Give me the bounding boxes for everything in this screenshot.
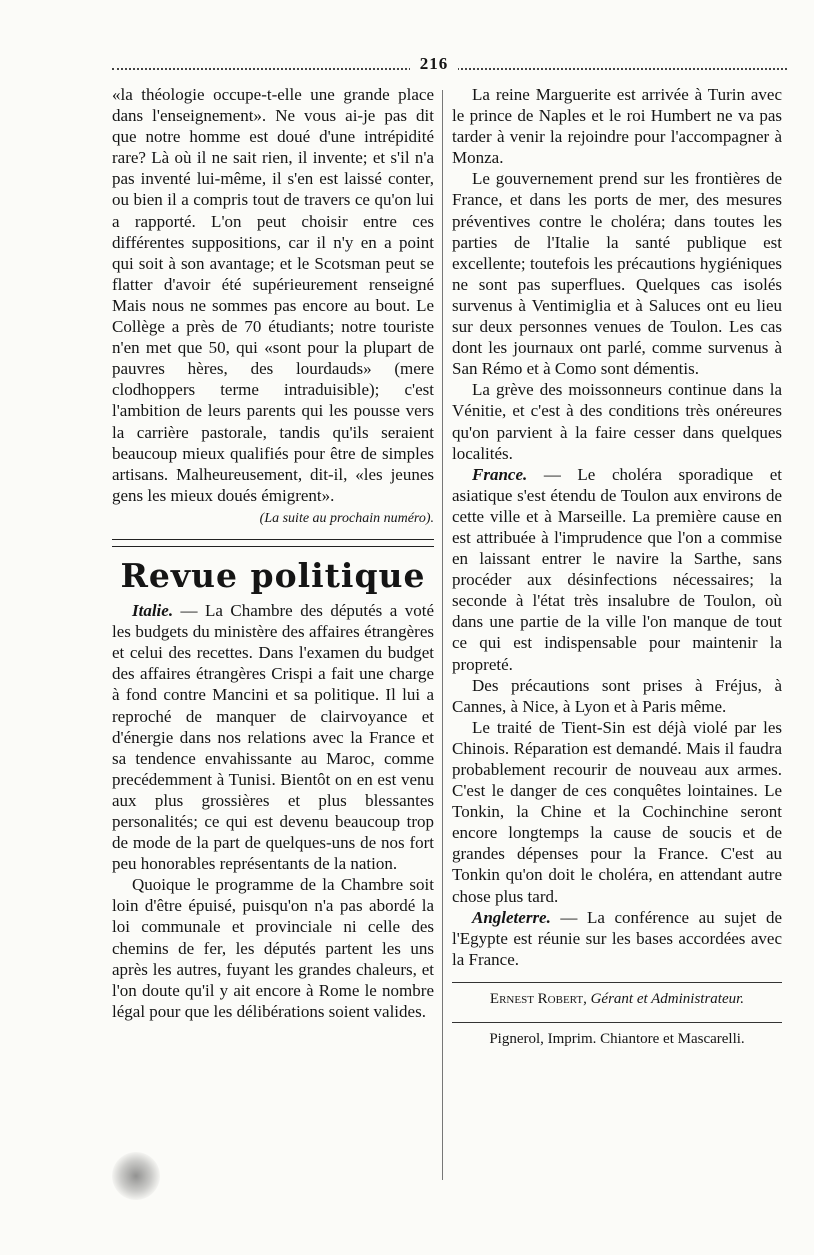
news-paragraph-1: La reine Marguerite est arrivée à Turin avec le prince de Naples et le roi Humbert ne va pas tarder à venir la rejoindre pour l'accompagner à Monza.	[452, 85, 782, 168]
angleterre-paragraph	[452, 907, 782, 970]
france-paragraph-2: Des précautions sont prises à Fréjus, à Cannes, à Nice, à Lyon et à Paris même.	[452, 675, 782, 716]
credit-line	[452, 989, 782, 1010]
printer-line: Pignerol, Imprim. Chiantore et Mascarelli.	[489, 1031, 745, 1048]
page-number: 216	[410, 54, 458, 74]
credit-role: Gérant et Administrateur.	[590, 990, 745, 1007]
continued-note: (La suite au prochain numéro).	[259, 510, 434, 526]
france-paragraph-3: Le traité de Tient-Sin est déjà violé par les Chinois. Réparation est demandé. Mais il faudra probablement recourir de nouveau aux armes. C'est le danger de ces conquêtes lointaines. Le Tonkin, la Chine et la Cochinchine seront encore longtemps la cause de soucis et de grandes dépenses pour la France. C'est au Tonkin qu'on doit le choléra, en attendant autre chose plus tard.	[452, 717, 782, 906]
printer-rule	[452, 1022, 782, 1023]
right-column	[452, 84, 782, 1050]
italie-rubric: Italie.	[132, 601, 174, 621]
news-paragraph-2: Le gouvernement prend sur les frontières de France, et dans les ports de mer, des mesures préventives contre le choléra; dans toutes les parties de l'Italie la santé publique est excellente; toutefois les précautions hygiéniques ne sont pas superflues. Quelques cas isolés survenus à Ventimiglia et à Saluces ont eu lieu sur deux personnes venues de Toulon. Les cas dont les journaux ont parlé, comme survenus à San Rémo et à Como sont démentis.	[452, 169, 782, 379]
france-text: — Le choléra sporadique et asiatique s'est étendu de Toulon aux environs de cette ville et à Marseille. La première cause en est attribuée à l'imprudence que l'on a commise en laissant entrer le navire la Sarthe, sans procéder aux désinfections nécessaires; la seconde à l'état très insalubre de Toulon, où dans une partie de la ville l'on manque de tout ce qui est indispensable pour maintenir la propreté.	[452, 464, 782, 674]
france-paragraph	[452, 464, 782, 675]
italie-paragraph	[112, 600, 434, 874]
section-divider	[112, 539, 434, 547]
section-title: Revue politique	[120, 555, 426, 595]
credit-name: Ernest Robert,	[489, 990, 587, 1007]
italie-text: — La Chambre des députés a voté les budgets du ministère des affaires étrangères et celui des recettes. Dans l'examen du budget des affaires étrangères Crispi a fait une charge à fond contre Mancini et sa politique. Il lui a reproché de manquer de clairvoyance et d'énergie dans nos relations avec la France et sa tendence envahissante au Maroc, comme precédemment à Tunisi. Bientôt on en est venu aux plus grossières et plus blessantes personalités; ce qui est devenu beaucoup trop de mode de la part de quelques-uns de nos fort peu honorables représentants de la nation.	[112, 601, 434, 874]
left-column	[112, 84, 434, 1022]
angleterre-text: — La conférence au sujet de l'Egypte est réunie sur les bases accordées avec la France.	[452, 907, 782, 969]
credit-rule	[452, 982, 782, 983]
column-divider	[442, 90, 443, 1180]
news-paragraph-3: La grève des moissonneurs continue dans la Vénitie, et c'est à des conditions très onéreures qu'on parvient à la faire cesser dans quelques localités.	[452, 380, 782, 463]
italie-paragraph-2: Quoique le programme de la Chambre soit loin d'être épuisé, puisqu'on n'a pas abordé la loi communale et provinciale ni celle des chemins de fer, les députés partent les uns après les autres, fuyant les grandes chaleurs, et l'on doute qu'il y ait encore à Rome le nombre légal pour que les délibérations soient valides.	[112, 875, 434, 1021]
ink-smudge	[112, 1152, 160, 1200]
continued-article-text: «la théologie occupe-t-elle une grande place dans l'enseignement». Ne vous ai-je pas dit que notre homme est doué d'une intrépidité rare? Là où il ne sait rien, il invente; et s'il n'a pas inventé lui-même, il s'en est laissé conter, ou bien il a compris tout de travers ce qu'on lui a rapporté. L'on peut choisir entre ces différentes suppositions, car il n'y en a point qui soit à son avantage; et le Scotsman peut se flatter d'avoir été supérieurement renseigné Mais nous ne sommes pas encore au bout. Le Collège a près de 70 étudiants; notre touriste n'en met que 50, qui «sont pour la plupart de pauvres hères, des lourdauds» (mere clodhoppers terme intraduisible); c'est l'ambition de leurs parents qui les pousse vers la carrière pastorale, tandis qu'ils seraient beaucoup mieux qualifiés pour être de simples artisans. Malheureusement, dit-il, «les jeunes gens les mieux doués émigrent».	[112, 85, 434, 505]
angleterre-rubric: Angleterre.	[472, 907, 551, 927]
france-rubric: France.	[472, 464, 528, 484]
